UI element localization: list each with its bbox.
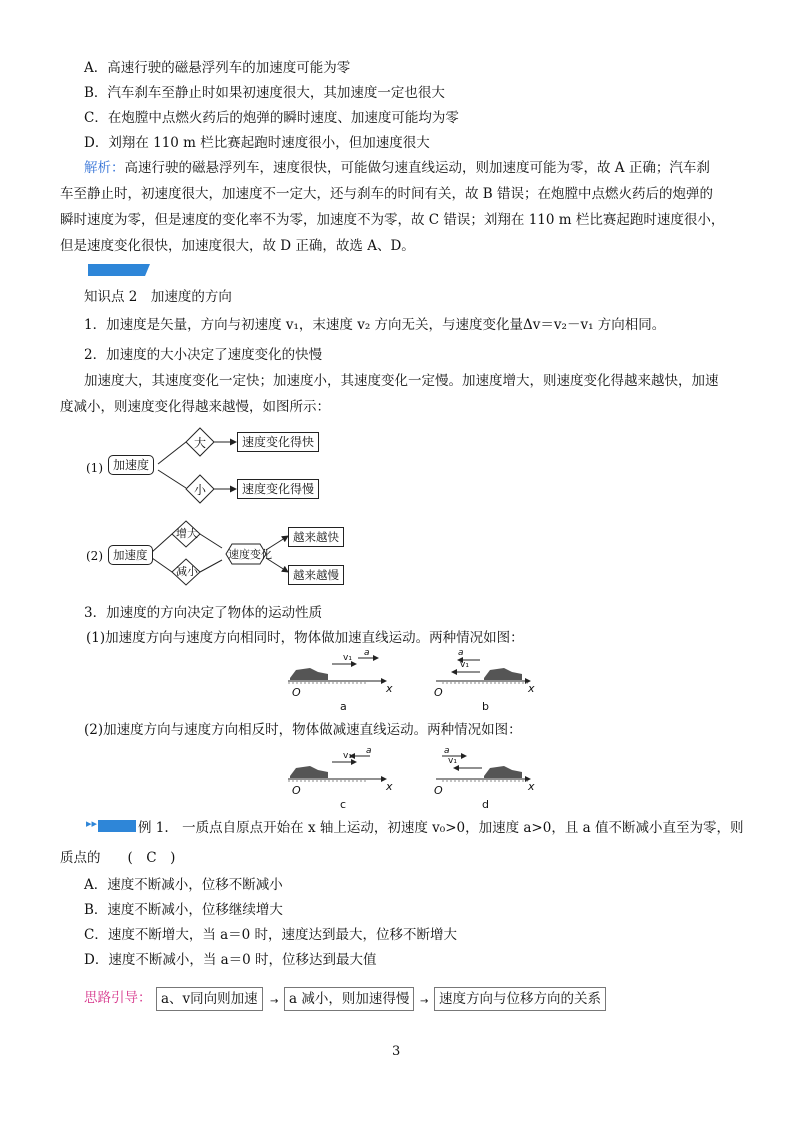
diagram1-small: 小 <box>194 483 207 497</box>
car-c <box>290 766 328 778</box>
diagram2-slower-box: 越来越慢 <box>288 565 344 585</box>
diagram2-increase: 增大 <box>176 527 198 540</box>
analysis-line-1 <box>84 158 710 178</box>
analysis-label: 解析： <box>84 160 125 176</box>
fig-d-acc: a <box>444 746 450 756</box>
diagram1-number: (1) <box>86 461 103 475</box>
join-up <box>200 534 222 548</box>
fig-d-axis: x <box>528 780 535 793</box>
example-marker <box>86 817 136 832</box>
figure-b <box>432 650 542 698</box>
thinking-label: 思路引导： <box>84 990 152 1006</box>
analysis-text-1: 高速行驶的磁悬浮列车，速度很快，可能做匀速直线运动，则加速度可能为零，故 A 正确；汽车刹 <box>124 160 710 176</box>
example-option-c: C．速度不断增大，当 a＝0 时，速度达到最大，位移不断增大 <box>84 927 458 943</box>
fig-a-acc: a <box>364 648 370 658</box>
figure-c <box>286 748 396 796</box>
car-d <box>484 766 522 778</box>
fig-d-origin: O <box>434 784 443 797</box>
example-option-a: A．速度不断减小，位移不断减小 <box>84 877 283 893</box>
thinking-step-2: a 减小，则加速得慢 <box>284 987 414 1011</box>
kp-paragraph-3a: 加速度大，其速度变化一定快；加速度小，其速度变化一定慢。加速度增大，则速度变化得越来越快，加速 <box>84 373 719 389</box>
fig-a-label: a <box>340 700 347 713</box>
fig-a-origin: O <box>292 686 301 699</box>
fig-c-axis: x <box>386 780 393 793</box>
arrow-icon-2: → <box>420 996 429 1007</box>
kp-paragraph-1: 1．加速度是矢量，方向与初速度 v₁，末速度 v₂ 方向无关，与速度变化量Δv＝v₂－v₁ 方向相同。 <box>84 317 666 333</box>
diagram2-mid: 速度变化 <box>228 548 272 561</box>
example-line-2: 质点的 ( C ) <box>60 850 176 866</box>
branch-line-down <box>158 470 186 488</box>
fig-d-label: d <box>482 798 489 811</box>
diagram2-decrease: 减小 <box>176 565 198 578</box>
fig-c-origin: O <box>292 784 301 797</box>
example-bar <box>98 820 136 832</box>
fig-c-v1: v₁ <box>343 751 352 761</box>
knowledge-point-title: 知识点 2 加速度的方向 <box>84 289 232 305</box>
double-arrow-icon: ▸▸ <box>86 817 98 830</box>
figure-a <box>286 650 396 698</box>
fig-b-origin: O <box>434 686 443 699</box>
option-a: A．高速行驶的磁悬浮列车的加速度可能为零 <box>84 60 351 76</box>
branch2-down <box>152 558 172 572</box>
fig-b-axis: x <box>528 682 535 695</box>
analysis-line-4: 但是速度变化很快，加速度很大，故 D 正确，故选 A、D。 <box>60 238 415 254</box>
fig-a-v1: v₁ <box>343 653 352 663</box>
car-a <box>290 668 328 680</box>
thinking-step-1: a、v同向则加速 <box>156 987 263 1011</box>
option-d: D．刘翔在 110 m 栏比赛起跑时速度很小，但加速度很大 <box>84 135 430 151</box>
option-c: C．在炮膛中点燃火药后的炮弹的瞬时速度、加速度可能均为零 <box>84 110 459 126</box>
fig-a-axis: x <box>386 682 393 695</box>
kp-paragraph-6: (2)加速度方向与速度方向相反时，物体做减速直线运动。两种情况如图： <box>84 722 522 738</box>
diagram2-faster-box: 越来越快 <box>288 527 344 547</box>
join-down <box>200 560 222 572</box>
kp-paragraph-4: 3．加速度的方向决定了物体的运动性质 <box>84 605 323 621</box>
branch2-up <box>152 534 172 552</box>
option-b: B．汽车刹车至静止时如果初速度很大，其加速度一定也很大 <box>84 85 445 101</box>
branch-line-up <box>158 442 186 464</box>
diagram2-number: (2) <box>86 549 103 563</box>
kp-paragraph-2: 2．加速度的大小决定了速度变化的快慢 <box>84 347 323 363</box>
page-number: 3 <box>392 1044 401 1059</box>
car-b <box>484 668 522 680</box>
example-line-1: 例 1. 一质点自原点开始在 x 轴上运动，初速度 v₀>0，加速度 a>0，且 a 值不断减小直至为零，则 <box>138 820 744 836</box>
diagram1-slow-box: 速度变化得慢 <box>237 479 319 499</box>
analysis-line-3: 瞬时速度为零，但是速度的变化率不为零，加速度不为零，故 C 错误；刘翔在 110 m 栏比赛起跑时速度很小， <box>60 212 725 228</box>
fig-b-v1: v₁ <box>460 660 469 670</box>
example-option-b: B．速度不断减小，位移继续增大 <box>84 902 283 918</box>
analysis-line-2: 车至静止时，初速度很大，加速度不一定大，还与刹车的时间有关，故 B 错误；在炮膛中点燃火药后的炮弹的 <box>60 186 714 202</box>
kp-paragraph-5: (1)加速度方向与速度方向相同时，物体做加速直线运动。两种情况如图： <box>86 630 524 646</box>
diagram1-big: 大 <box>194 436 207 450</box>
thinking-step-3: 速度方向与位移方向的关系 <box>434 987 606 1011</box>
kp-paragraph-3b: 度减小，则速度变化得越来越慢，如图所示： <box>60 399 330 415</box>
fig-b-label: b <box>482 700 489 713</box>
fig-c-acc: a <box>366 746 372 756</box>
section-banner <box>88 264 150 276</box>
fig-c-label: c <box>340 798 347 811</box>
fig-b-acc: a <box>458 648 464 658</box>
fig-d-v1: v₁ <box>448 756 457 766</box>
diagram1-root: 加速度 <box>108 455 154 475</box>
example-option-d: D．速度不断减小，当 a＝0 时，位移达到最大值 <box>84 952 377 968</box>
arrow-icon-1: → <box>270 996 279 1007</box>
diagram1-fast-box: 速度变化得快 <box>237 432 319 452</box>
diagram2-root: 加速度 <box>108 545 153 565</box>
